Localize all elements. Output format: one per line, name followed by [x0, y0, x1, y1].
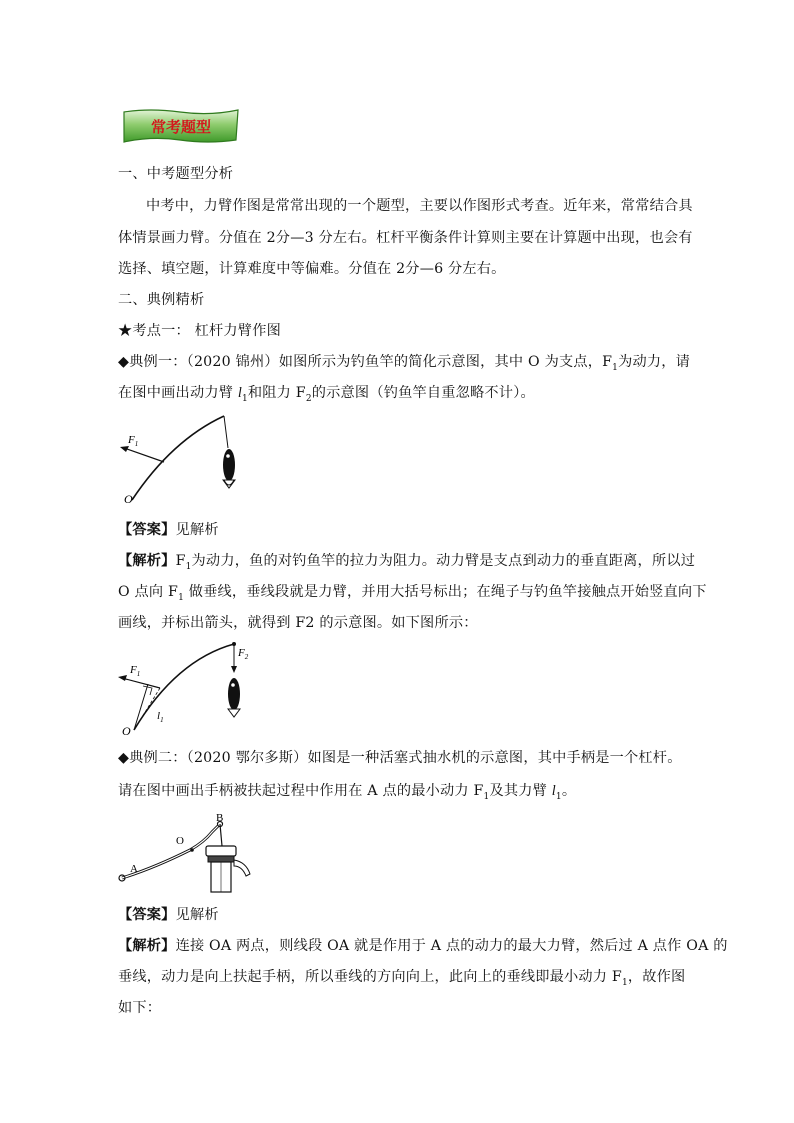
point-a-label: A — [130, 863, 138, 875]
example-2-question-cont: 请在图中画出手柄被扶起过程中作用在 A 点的最小动力 $F_1$及其力臂 $l_1$。 — [118, 783, 577, 802]
force-f1-arrow — [124, 448, 164, 462]
example-1-question: ◆典例一：（2020 锦州）如图所示为钓鱼竿的简化示意图，其中 O 为支点，$F_1$为动力，请 — [118, 354, 691, 373]
example-2-question: ◆典例二：（2020 鄂尔多斯）如图是一种活塞式抽水机的示意图，其中手柄是一个杠杆。 — [118, 750, 682, 766]
fishing-rod-figure — [112, 410, 262, 510]
f2-label: $F_2$ — [238, 647, 249, 661]
lever-arm-l1 — [134, 684, 148, 730]
pump-body — [206, 846, 250, 892]
example-2-analysis-cont: 如下： — [118, 1000, 162, 1016]
pivot-o-label: O — [122, 724, 131, 738]
section-1-title: 一、中考题型分析 — [118, 166, 234, 182]
example-1-answer: 【答案】见解析 — [118, 522, 219, 538]
paragraph-line: 选择、填空题，计算难度中等偏难。分值在 2分—6 分左右。 — [118, 261, 506, 277]
example-1-question-cont: 在图中画出动力臂 $l_1$和阻力 $F_2$的示意图（钓鱼竿自重忽略不计）。 — [118, 385, 535, 404]
example-1-analysis-cont: O 点向 $F_1$ 做垂线，垂线段就是力臂，并用大括号标出；在绳子与钓鱼竿接触点开始竖直向下 — [118, 584, 707, 603]
example-2-answer: 【答案】见解析 — [118, 907, 219, 923]
fishing-rod-solution-figure — [112, 638, 272, 738]
fishing-line — [224, 416, 228, 448]
f1-label: $F_1$ — [130, 664, 141, 678]
pivot-o-label: O — [176, 835, 184, 847]
f1-label: $F_1$ — [128, 434, 139, 448]
water-pump-figure — [114, 812, 264, 894]
example-2-analysis: 【解析】连接 OA 两点，则线段 OA 就是作用于 A 点的动力的最大力臂，然后过 A 点作 OA 的 — [118, 938, 728, 954]
q-text: ◆典例一：（2020 锦州）如图所示为钓鱼竿的简化示意图，其中 O 为支点，F — [118, 354, 613, 370]
right-angle-mark — [143, 686, 152, 695]
fishing-rod — [132, 416, 224, 500]
fish-icon — [223, 449, 235, 488]
banner-label: 常考题型 — [150, 118, 212, 136]
paragraph-line: 体情景画力臂。分值在 2分—3 分左右。杠杆平衡条件计算则主要在计算题中出现，也会有 — [118, 230, 693, 246]
key-point-1: ★考点一： 杠杆力臂作图 — [118, 323, 281, 339]
force-f1-arrow — [122, 678, 160, 688]
example-1-analysis: 【解析】$F_1$为动力，鱼的对钓鱼竿的拉力为阻力。动力臂是支点到动力的垂直距离，所以过 — [118, 553, 696, 572]
fish-icon — [228, 678, 240, 717]
point-b-label: B — [216, 812, 224, 824]
example-1-analysis-cont: 画线，并标出箭头，就得到 F2 的示意图。如下图所示： — [118, 615, 478, 631]
paragraph-line: 中考中，力臂作图是常常出现的一个题型，主要以作图形式考查。近年来，常常结合具 — [146, 198, 693, 214]
section-2-title: 二、典例精析 — [118, 292, 205, 308]
example-2-analysis-cont: 垂线，动力是向上扶起手柄，所以垂线的方向向上，此向上的垂线即最小动力 $F_1$，故作图 — [118, 969, 686, 988]
pivot-o-label: O — [124, 492, 133, 506]
section-banner — [120, 106, 242, 146]
l1-label: $l_1$ — [157, 710, 164, 724]
